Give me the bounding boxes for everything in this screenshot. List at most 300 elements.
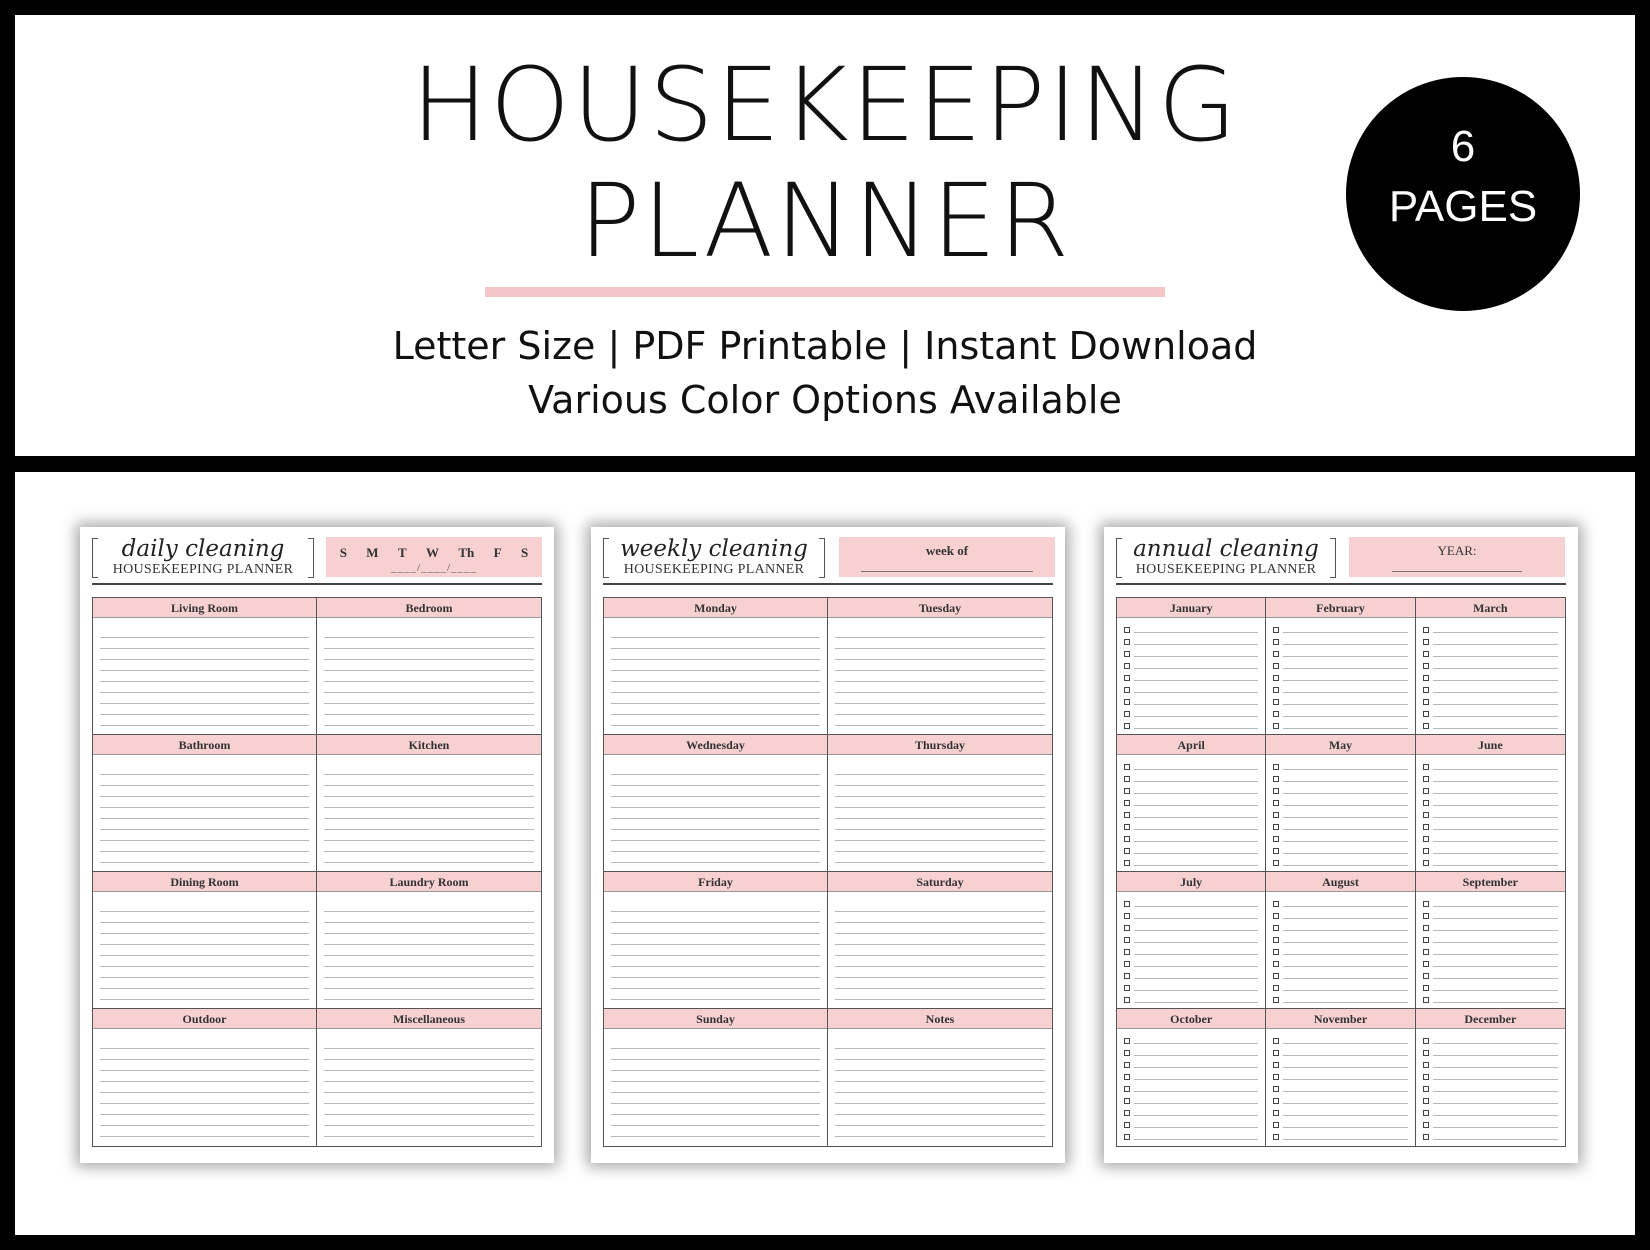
writing-line [1134,865,1258,866]
checkbox-icon[interactable] [1273,901,1279,907]
checkbox-icon[interactable] [1273,1122,1279,1128]
checkbox-icon[interactable] [1423,925,1429,931]
checklist-item [1124,1119,1258,1131]
section-header: Saturday [828,872,1052,892]
checklist-item [1273,672,1407,684]
checkbox-icon[interactable] [1124,913,1130,919]
checklist [1273,761,1407,869]
subtitle-line-1: Letter Size | PDF Printable | Instant Download [392,324,1258,368]
writing-line [1134,668,1258,669]
checkbox-icon[interactable] [1124,1038,1130,1044]
checkbox-icon[interactable] [1423,997,1429,1003]
checkbox-icon[interactable] [1124,711,1130,717]
checklist [1124,624,1258,732]
checklist-item [1423,1083,1558,1095]
writing-line [1433,692,1558,693]
checklist-item [1423,934,1558,946]
checkbox-icon[interactable] [1423,1050,1429,1056]
sheet-script-title: annual cleaning [1133,536,1319,562]
section-header: Laundry Room [317,872,541,892]
checklist-item [1124,845,1258,857]
writing-line [1134,1067,1258,1068]
writing-line [1283,954,1407,955]
section-header: Friday [604,872,827,892]
checklist-item [1124,1095,1258,1107]
checkbox-icon[interactable] [1124,824,1130,830]
checkbox-icon[interactable] [1273,651,1279,657]
checkbox-icon[interactable] [1273,711,1279,717]
section-cell [1266,598,1415,735]
checkbox-icon[interactable] [1423,711,1429,717]
checklist-item [1273,660,1407,672]
checklist-item [1124,958,1258,970]
writing-line [1283,1043,1407,1044]
section-header: August [1266,872,1414,892]
writing-line [1283,1067,1407,1068]
checklist-item [1124,684,1258,696]
checkbox-icon[interactable] [1124,627,1130,633]
badge-label: PAGES [1388,182,1538,231]
writing-line [1283,656,1407,657]
bracket-right [308,538,314,578]
checkbox-icon[interactable] [1423,687,1429,693]
checkbox-icon[interactable] [1124,1122,1130,1128]
checklist-item [1423,773,1558,785]
writing-line [1134,704,1258,705]
checklist-item [1423,660,1558,672]
checkbox-icon[interactable] [1273,1086,1279,1092]
section-cell [604,735,828,872]
day-letter[interactable]: Th [458,545,475,560]
section-cell [1416,735,1565,872]
checkbox-icon[interactable] [1273,985,1279,991]
checklist-item [1423,708,1558,720]
year-box [1349,537,1565,577]
checklist-item [1273,720,1407,732]
writing-line [1134,1079,1258,1080]
checklist-item [1423,982,1558,994]
weekly-cleaning-sheet [591,527,1065,1163]
section-header: Monday [604,598,827,618]
checkbox-icon[interactable] [1423,1062,1429,1068]
checklist-item [1273,970,1407,982]
writing-lines [324,901,534,1002]
checkbox-icon[interactable] [1273,913,1279,919]
checkbox-icon[interactable] [1423,776,1429,782]
writing-line [1283,841,1407,842]
checkbox-icon[interactable] [1273,663,1279,669]
checklist-item [1423,624,1558,636]
checkbox-icon[interactable] [1423,1134,1429,1140]
checkbox-icon[interactable] [1124,925,1130,931]
checkbox-icon[interactable] [1273,925,1279,931]
checklist-item [1124,672,1258,684]
checkbox-icon[interactable] [1273,764,1279,770]
checklist-item [1124,785,1258,797]
checkbox-icon[interactable] [1273,687,1279,693]
checkbox-icon[interactable] [1423,663,1429,669]
writing-lines [324,627,534,728]
checklist-item [1423,1035,1558,1047]
section-cell [317,872,541,1009]
checklist-item [1273,696,1407,708]
section-cell [1117,735,1266,872]
checkbox-icon[interactable] [1423,788,1429,794]
checklist-item [1423,922,1558,934]
bracket-left [92,538,98,578]
writing-line [1283,918,1407,919]
year-label: YEAR: [1437,543,1477,558]
writing-line [1283,1091,1407,1092]
checklist-item [1273,648,1407,660]
writing-line [1433,656,1558,657]
sheet-header [92,535,542,585]
checklist-item [1124,934,1258,946]
checkbox-icon[interactable] [1124,639,1130,645]
section-cell [1117,598,1266,735]
checkbox-icon[interactable] [1124,1062,1130,1068]
checkbox-icon[interactable] [1124,836,1130,842]
section-header: Sunday [604,1009,827,1029]
day-letter[interactable]: T [397,545,407,560]
writing-line [1433,793,1558,794]
writing-line [1134,716,1258,717]
sheet-header [603,535,1053,585]
writing-line [1134,829,1258,830]
checkbox-icon[interactable] [1273,1050,1279,1056]
checkbox-icon[interactable] [1124,901,1130,907]
checkbox-icon[interactable] [1273,627,1279,633]
writing-line [1283,704,1407,705]
checkbox-icon[interactable] [1124,651,1130,657]
checkbox-icon[interactable] [1124,675,1130,681]
writing-line [1433,1055,1558,1056]
room-grid [92,597,542,1147]
checkbox-icon[interactable] [1273,973,1279,979]
day-letter[interactable]: F [493,545,502,560]
writing-line [1283,1127,1407,1128]
checklist-item [1423,1131,1558,1143]
writing-lines [835,901,1045,1002]
checkbox-icon[interactable] [1124,997,1130,1003]
checkbox-icon[interactable] [1273,1134,1279,1140]
section-header: April [1117,735,1265,755]
writing-line [1134,1002,1258,1003]
writing-line [1283,817,1407,818]
checklist-item [1273,761,1407,773]
section-header: Thursday [828,735,1052,755]
writing-line [1283,1002,1407,1003]
writing-line [1134,644,1258,645]
writing-line [1433,680,1558,681]
checkbox-icon[interactable] [1273,675,1279,681]
checkbox-icon[interactable] [1124,1098,1130,1104]
writing-line [1134,1043,1258,1044]
checkbox-icon[interactable] [1273,639,1279,645]
checklist-item [1273,910,1407,922]
writing-line [1134,1055,1258,1056]
checkbox-icon[interactable] [1423,812,1429,818]
year-line [1392,571,1522,572]
checkbox-icon[interactable] [1273,1062,1279,1068]
writing-line [1433,1103,1558,1104]
checkbox-icon[interactable] [1273,1098,1279,1104]
writing-line [1134,769,1258,770]
writing-line [1283,805,1407,806]
checkbox-icon[interactable] [1423,848,1429,854]
checkbox-icon[interactable] [1124,1134,1130,1140]
checklist-item [1273,636,1407,648]
writing-line [1433,704,1558,705]
checkbox-icon[interactable] [1423,985,1429,991]
checkbox-icon[interactable] [1423,639,1429,645]
checkbox-icon[interactable] [1273,699,1279,705]
section-cell [1117,872,1266,1009]
checklist-item [1423,1119,1558,1131]
checklist-item [1273,898,1407,910]
writing-line [1283,668,1407,669]
checklist-item [1423,958,1558,970]
checkbox-icon[interactable] [1124,687,1130,693]
checklist [1273,898,1407,1006]
checklist-item [1273,1059,1407,1071]
day-letter[interactable]: M [366,545,379,560]
checkbox-icon[interactable] [1124,1110,1130,1116]
writing-line [1433,1043,1558,1044]
week-of-line [861,571,1034,572]
pages-badge [1346,77,1580,311]
writing-line [1433,942,1558,943]
sheet-script-title: daily cleaning [121,536,285,562]
checkbox-icon[interactable] [1124,1050,1130,1056]
checkbox-icon[interactable] [1273,949,1279,955]
week-of-box [839,537,1055,577]
annual-cleaning-sheet [1104,527,1578,1163]
checklist-item [1124,636,1258,648]
checkbox-icon[interactable] [1423,949,1429,955]
section-header: Bedroom [317,598,541,618]
checkbox-icon[interactable] [1423,800,1429,806]
checklist-item [1124,1131,1258,1143]
section-header: Notes [828,1009,1052,1029]
writing-lines [835,1038,1045,1140]
day-letter[interactable]: S [339,545,347,560]
checkbox-icon[interactable] [1273,1110,1279,1116]
writing-line [1134,990,1258,991]
section-cell [93,872,317,1009]
checkbox-icon[interactable] [1124,812,1130,818]
checklist-item [1273,845,1407,857]
checkbox-icon[interactable] [1423,1110,1429,1116]
checkbox-icon[interactable] [1273,997,1279,1003]
checkbox-icon[interactable] [1124,985,1130,991]
checkbox-icon[interactable] [1423,1122,1429,1128]
checklist-item [1273,1047,1407,1059]
checkbox-icon[interactable] [1273,937,1279,943]
checklist-item [1273,1035,1407,1047]
checkbox-icon[interactable] [1423,836,1429,842]
checklist-item [1273,797,1407,809]
checkbox-icon[interactable] [1423,937,1429,943]
checkbox-icon[interactable] [1273,812,1279,818]
checkbox-icon[interactable] [1273,788,1279,794]
checkbox-icon[interactable] [1423,901,1429,907]
checkbox-icon[interactable] [1273,1038,1279,1044]
checklist [1124,1035,1258,1143]
day-letter[interactable]: S [520,545,529,560]
checklist-item [1273,624,1407,636]
writing-line [1283,680,1407,681]
writing-line [1433,1127,1558,1128]
checkbox-icon[interactable] [1124,848,1130,854]
checkbox-icon[interactable] [1423,627,1429,633]
checkbox-icon[interactable] [1124,949,1130,955]
writing-lines [100,901,309,1002]
checklist-item [1124,809,1258,821]
section-header: May [1266,735,1414,755]
checkbox-icon[interactable] [1124,788,1130,794]
checkbox-icon[interactable] [1423,860,1429,866]
checkbox-icon[interactable] [1423,1074,1429,1080]
day-letter[interactable]: W [426,545,439,560]
checklist-item [1423,809,1558,821]
writing-line [1134,728,1258,729]
writing-line [1433,805,1558,806]
checkbox-icon[interactable] [1423,824,1429,830]
checkbox-icon[interactable] [1423,1086,1429,1092]
section-cell [1416,872,1565,1009]
checkbox-icon[interactable] [1423,764,1429,770]
writing-lines [835,764,1045,865]
banner-panel [15,15,1635,456]
checkbox-icon[interactable] [1124,1086,1130,1092]
section-cell [93,1009,317,1146]
checklist-item [1124,970,1258,982]
checklist-item [1423,898,1558,910]
checkbox-icon[interactable] [1124,961,1130,967]
checklist-item [1124,982,1258,994]
checkbox-icon[interactable] [1273,776,1279,782]
section-cell [1416,598,1565,735]
checkbox-icon[interactable] [1423,961,1429,967]
section-cell [828,598,1052,735]
checkbox-icon[interactable] [1124,937,1130,943]
checkbox-icon[interactable] [1423,1098,1429,1104]
section-header: October [1117,1009,1265,1029]
writing-line [1283,1079,1407,1080]
checkbox-icon[interactable] [1124,776,1130,782]
checklist-item [1124,833,1258,845]
checklist-item [1273,958,1407,970]
writing-line [1134,978,1258,979]
badge-number: 6 [1450,122,1476,171]
checklist-item [1273,833,1407,845]
checklist-item [1273,922,1407,934]
sheet-subtitle: HOUSEKEEPING PLANNER [112,562,294,577]
writing-line [1433,865,1558,866]
writing-lines [835,627,1045,728]
checkbox-icon[interactable] [1124,663,1130,669]
checkbox-icon[interactable] [1273,860,1279,866]
writing-line [1283,793,1407,794]
checkbox-icon[interactable] [1124,723,1130,729]
writing-line [1283,942,1407,943]
checkbox-icon[interactable] [1423,1038,1429,1044]
title-underline [485,287,1165,297]
checklist-item [1273,934,1407,946]
checkbox-icon[interactable] [1124,860,1130,866]
checkbox-icon[interactable] [1124,973,1130,979]
checkbox-icon[interactable] [1273,800,1279,806]
section-header: February [1266,598,1414,618]
writing-lines [100,627,309,728]
checkbox-icon[interactable] [1423,675,1429,681]
checklist-item [1273,1095,1407,1107]
checklist-item [1273,773,1407,785]
checkbox-icon[interactable] [1273,824,1279,830]
writing-line [1134,793,1258,794]
checklist-item [1124,1107,1258,1119]
writing-line [1433,1079,1558,1080]
writing-line [1134,692,1258,693]
checklist-item [1124,624,1258,636]
checkbox-icon[interactable] [1423,913,1429,919]
section-cell [317,598,541,735]
sheet-title-block [1116,535,1336,581]
section-header: Bathroom [93,735,316,755]
section-cell [604,1009,828,1146]
section-cell [828,735,1052,872]
checkbox-icon[interactable] [1423,699,1429,705]
checkbox-icon[interactable] [1124,699,1130,705]
writing-line [1283,1103,1407,1104]
checkbox-icon[interactable] [1124,800,1130,806]
checkbox-icon[interactable] [1273,1074,1279,1080]
checkbox-icon[interactable] [1423,973,1429,979]
checkbox-icon[interactable] [1273,836,1279,842]
checklist-item [1124,1035,1258,1047]
writing-line [1283,966,1407,967]
checkbox-icon[interactable] [1423,723,1429,729]
sheet-title-block [92,535,314,581]
checklist-item [1273,982,1407,994]
checkbox-icon[interactable] [1124,764,1130,770]
section-cell [828,1009,1052,1146]
checklist-item [1124,946,1258,958]
writing-line [1283,829,1407,830]
checkbox-icon[interactable] [1124,1074,1130,1080]
writing-line [1433,1115,1558,1116]
section-header: June [1416,735,1565,755]
bracket-right [1330,538,1336,578]
sheet-subtitle: HOUSEKEEPING PLANNER [1135,562,1317,577]
checklist-item [1124,821,1258,833]
section-cell [1266,1009,1415,1146]
day-letters [326,537,542,561]
checkbox-icon[interactable] [1273,723,1279,729]
writing-line [1433,728,1558,729]
section-header: Miscellaneous [317,1009,541,1029]
checklist-item [1124,773,1258,785]
title-line-2: PLANNER [578,162,1072,281]
section-header: Wednesday [604,735,827,755]
checklist-item [1273,1107,1407,1119]
checkbox-icon[interactable] [1423,651,1429,657]
checkbox-icon[interactable] [1273,848,1279,854]
checkbox-icon[interactable] [1273,961,1279,967]
writing-line [1134,930,1258,931]
sheet-script-title: weekly cleaning [620,536,808,562]
